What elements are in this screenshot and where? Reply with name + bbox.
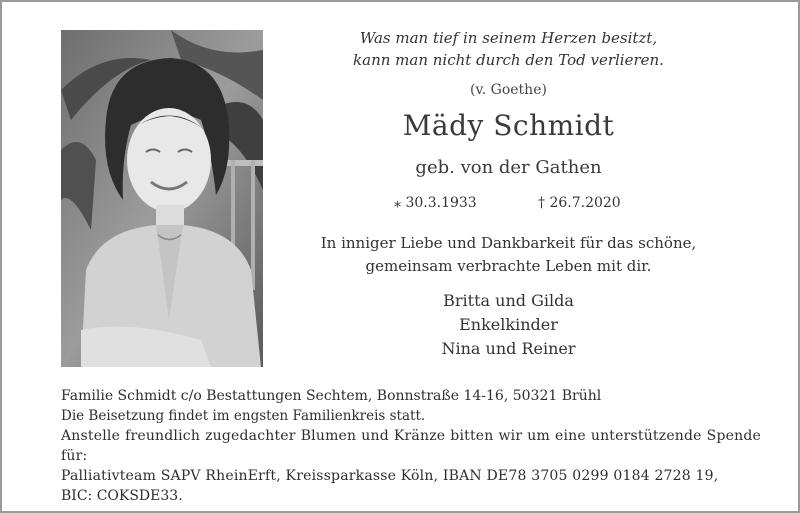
mourner-name: Nina und Reiner (441, 339, 576, 358)
quote-attribution: (v. Goethe) (470, 82, 547, 98)
donation-line-1: Anstelle freundlich zugedachter Blumen und Kränze bitten wir um eine unterstützende Spende für: (61, 428, 761, 464)
dedication-text (300, 232, 717, 278)
donation-line-2: Palliativteam SAPV RheinErft, Kreissparkasse Köln, IBAN DE78 3705 0299 0184 2728 19, (61, 468, 719, 484)
quote-line-1: Was man tief in seinem Herzen besitzt, (359, 29, 658, 47)
goethe-quote (300, 27, 717, 71)
notice-footer (61, 386, 761, 506)
maiden-name: geb. von der Gathen (415, 157, 602, 178)
quote-line-2: kann man nicht durch den Tod verlieren. (353, 51, 664, 69)
death-date: † 26.7.2020 (538, 195, 621, 211)
birth-date: ⁎ 30.3.1933 (394, 195, 477, 211)
burial-note: Die Beisetzung findet im engsten Familienkreis statt. (61, 408, 426, 424)
mourners-list (300, 289, 717, 361)
contact-address: Familie Schmidt c/o Bestattungen Sechtem, Bonnstraße 14-16, 50321 Brühl (61, 388, 602, 404)
portrait-photo (61, 30, 263, 367)
dedication-line-2: gemeinsam verbrachte Leben mit dir. (365, 257, 652, 275)
dedication-line-1: In inniger Liebe und Dankbarkeit für das schöne, (320, 234, 697, 252)
donation-line-3: BIC: COKSDE33. (61, 488, 183, 504)
mourner-name: Britta und Gilda (443, 291, 574, 310)
deceased-name: Mädy Schmidt (402, 109, 615, 142)
mourner-name: Enkelkinder (459, 315, 558, 334)
